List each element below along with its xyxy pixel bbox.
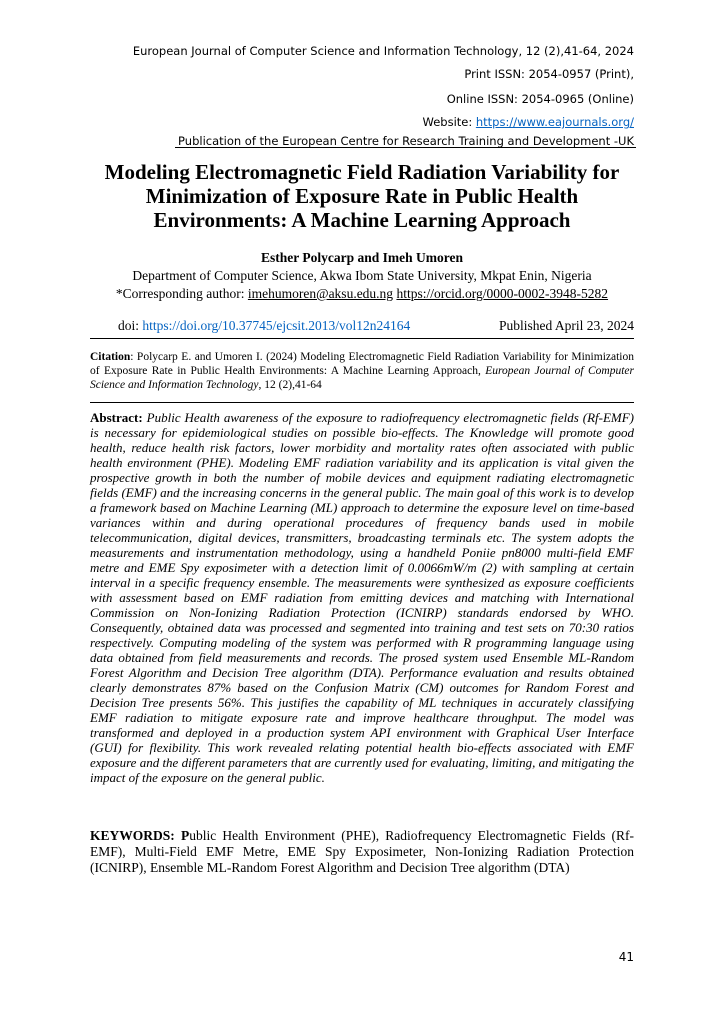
publisher-line: Publication of the European Centre for Research Training and Development -UK bbox=[178, 134, 634, 148]
citation-text: : Polycarp E. and Umoren I. (2024) Modeling Electromagnetic Field Radiation Variability for Minimization of Exposure Rate in Public Health Environments: A Machine Learning Approach, bbox=[90, 351, 634, 377]
abstract-label: Abstract: bbox=[90, 410, 147, 425]
header-divider bbox=[175, 147, 636, 148]
keywords-label: KEYWORDS: P bbox=[90, 828, 190, 843]
doi-link[interactable]: https://doi.org/10.37745/ejcsit.2013/vol12n24164 bbox=[142, 318, 411, 333]
citation-journal: European Journal of Computer Science and Information Technology bbox=[90, 365, 634, 391]
abstract-block bbox=[90, 410, 634, 785]
abstract-body: Public Health awareness of the exposure to radiofrequency electromagnetic fields (Rf-EMF) is necessary for epidemiological studies on possible bio-effects. The Knowledge will promote good health, reduce health risk factors, lower morbidity and mortality rates often associated with public health environment (PHE). Modeling EMF radiation variability and its application is vital given the prospective growth in both the number of mobile devices and equipment radiating electromagnetic fields (EMF) and the increasing concerns in the general public. The main goal of this work is to develop a framework based on Machine Learning (ML) approach to determine the exposure level on time-based variances within and during operational procedures of frequency bands used in mobile telecommunication, digital devices, transmitters, broadcasting terminals etc. The system adopts the measurements and instrumentation methodology, using a handheld Poniie pn8000 multi-field EMF metre and EME Spy exposimeter with a detection limit of 0.0066mW/m (2) with sampling at certain interval in a specific frequency ensemble. The measurements were synthesized as exposure coefficients with assessment based on EMF radiation from emitting devices and matching with International Commission on Non-Ionizing Radiation Protection (ICNIRP) standards endorsed by WHO. Consequently, obtained data was processed and segmented into training and test sets on 70:30 ratios respectively. Computing modeling of the system was performed with R programming language using data obtained from field measurements and records. The prosed system used Ensemble ML-Random Forest Algorithm and Decision Tree algorithm (DTA). Performance evaluation and results obtained clearly demonstrates 87% based on the Confusion Matrix (CM) outcomes for Random Forest and Decision Tree presents 56%. This justifies the capability of ML techniques in accurately classifying EMF radiation to mitigate exposure rate and improve healthcare throughput. The model was transformed and deployed in a production system API environment with Graphical User Interface (GUI) for flexibility. This work revealed relating potential health bio-effects associated with EMF exposure and the different parameters that are currently used for evaluating, limiting, and mitigating the impact of the exposure on the general public. bbox=[90, 410, 635, 785]
corresponding-author bbox=[0, 286, 724, 302]
corresponding-email[interactable]: imehumoren@aksu.edu.ng bbox=[247, 286, 394, 301]
citation-divider bbox=[90, 402, 634, 403]
citation-volume: , 12 (2),41-64 bbox=[258, 379, 322, 391]
orcid-link[interactable]: https://orcid.org/0000-0002-3948-5282 bbox=[396, 286, 609, 301]
keywords-body: ublic Health Environment (PHE), Radiofrequency Electromagnetic Fields (Rf-EMF), Multi-Field EMF Metre, EME Spy Exposimeter, Non-Ionizing Radiation Protection (ICNIRP), Ensemble ML-Random Forest Algorithm and Decision Tree algorithm (DTA) bbox=[90, 828, 635, 875]
citation-block bbox=[90, 350, 634, 392]
paper-title: Modeling Electromagnetic Field Radiation Variability for Minimization of Exposure Rate in Public Health Environments: A Machine Learning Approach bbox=[104, 160, 620, 232]
corresponding-label: *Corresponding author: bbox=[115, 286, 248, 301]
doi-row bbox=[118, 318, 634, 334]
authors: Esther Polycarp and Imeh Umoren bbox=[261, 250, 463, 265]
doi-label: doi: bbox=[118, 318, 143, 333]
print-issn: Print ISSN: 2054-0957 (Print), bbox=[464, 67, 634, 81]
website-link[interactable]: https://www.eajournals.org/ bbox=[475, 115, 634, 129]
doi-divider bbox=[90, 338, 634, 339]
online-issn: Online ISSN: 2054-0965 (Online) bbox=[446, 92, 634, 106]
affiliation: Department of Computer Science, Akwa Ibom State University, Mkpat Enin, Nigeria bbox=[132, 268, 592, 283]
journal-header-line: European Journal of Computer Science and Information Technology, 12 (2),41-64, 2024 bbox=[132, 44, 634, 58]
published-date: Published April 23, 2024 bbox=[498, 318, 634, 333]
citation-label: Citation bbox=[90, 351, 131, 363]
page-number: 41 bbox=[618, 950, 634, 964]
website-label: Website: bbox=[422, 115, 476, 129]
keywords-block bbox=[90, 828, 634, 876]
website-line bbox=[423, 115, 635, 129]
